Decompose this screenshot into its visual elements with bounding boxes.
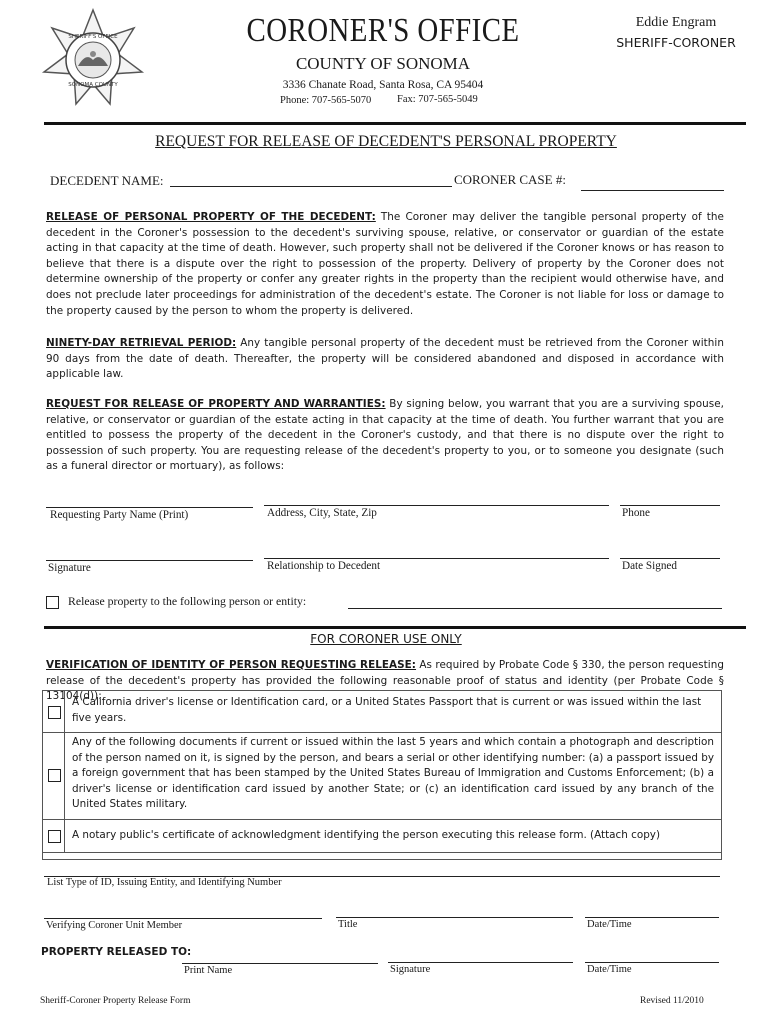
verification-text: As required by Probate Code § 330, the person requesting release of the decedent's property has provided the following reasonable proof of status and identity (per Probate Code § 13104(d)):	[46, 659, 724, 702]
badge-text-top: SHERIFF'S OFFICE	[68, 34, 118, 40]
phone-label: Phone	[622, 507, 650, 519]
coroner-section-divider	[44, 626, 746, 629]
decedent-name-label: DECEDENT NAME:	[50, 173, 164, 188]
property-released-to-label: PROPERTY RELEASED TO:	[41, 946, 192, 958]
print-name-field[interactable]	[182, 963, 378, 964]
requesting-party-field[interactable]	[46, 507, 253, 508]
footer-revised: Revised 11/2010	[640, 996, 704, 1006]
office-title: CORONER'S OFFICE	[246, 12, 520, 49]
date-signed-field[interactable]	[620, 558, 720, 559]
release-text: The Coroner may deliver the tangible personal property of the decedent in the Coroner's possession to the decedent's surviving spouse, relative, or conservator or guardian of the estate acting in that capacity at the time of death. However, such property shall not be delivered if the Coroner knows or has reason to believe that there is a dispute over the right to possession of the property. Delivery of property by the Coroner does not determine ownership of the property or confer any greater rights in the property than the recipient would otherwise have, and does not preclude later proceedings for administration of the decedent's estate. The Coroner is not liable for loss or damage to the property caused by the person to whom the property is delivered.	[46, 211, 724, 317]
decedent-name-field[interactable]	[170, 186, 452, 187]
sheriff-title: SHERIFF-CORONER	[616, 35, 736, 50]
address-field[interactable]	[264, 505, 609, 506]
option2-text: Any of the following documents if current or issued within the last 5 years and which contain a photograph and description of the person named on it, is signed by the person, and bears a serial or other identifying number: (a) a passport issued by a foreign government that has been stamped by the United States Bureau of Immigration and Customs Enforcement; (b) a driver's license or identification card issued by another State; or (c) an identification card issued by any branch of the United States military.	[72, 736, 714, 810]
verification-heading: VERIFICATION OF IDENTITY OF PERSON REQUESTING RELEASE:	[46, 659, 417, 671]
released-signature-field[interactable]	[388, 962, 573, 963]
option1-checkbox[interactable]	[48, 706, 61, 719]
date-signed-label: Date Signed	[622, 560, 677, 572]
address-label: Address, City, State, Zip	[267, 507, 377, 519]
warranty-text: By signing below, you warrant that you are a surviving spouse, relative, or conservator or guardian of the estate acting in that capacity at the time of death. You further warrant that you are entitled to possess the property of the decedent in the Coroner's custody, and that there is no dispute over the right to possession of such property. You are requesting release of the decedent's property to you, or to someone you designate (such as a funeral director or mortuary), as follows:	[46, 398, 724, 473]
signature-field[interactable]	[46, 560, 253, 561]
form-title: REQUEST FOR RELEASE OF DECEDENT'S PERSONAL PROPERTY	[155, 133, 617, 150]
date-time-field[interactable]	[585, 917, 719, 918]
release-paragraph	[46, 210, 724, 319]
id-type-label: List Type of ID, Issuing Entity, and Identifying Number	[47, 877, 282, 888]
option1-text: A California driver's license or Identification card, or a United States Passport that is current or was issued within the last five years.	[72, 696, 702, 724]
retrieval-heading: NINETY-DAY RETRIEVAL PERIOD:	[46, 337, 237, 349]
header-divider	[44, 122, 746, 125]
county-name: COUNTY OF SONOMA	[295, 54, 471, 73]
warranty-paragraph	[46, 397, 724, 475]
verifying-member-field[interactable]	[44, 918, 322, 919]
signature-label: Signature	[48, 562, 91, 574]
phone-field[interactable]	[620, 505, 720, 506]
retrieval-text: Any tangible personal property of the decedent must be retrieved from the Coroner within 90 days from the date of death. Thereafter, the property will be considered abandoned and disposed in accordance with applicable law.	[46, 337, 724, 381]
retrieval-paragraph	[46, 336, 724, 383]
office-phone: Phone: 707-565-5070	[280, 95, 372, 106]
coroner-use-heading: FOR CORONER USE ONLY	[310, 632, 462, 646]
release-to-checkbox[interactable]	[46, 596, 59, 609]
released-date-time-label: Date/Time	[587, 964, 632, 975]
footer-form-name: Sheriff-Coroner Property Release Form	[40, 996, 191, 1006]
requesting-party-label: Requesting Party Name (Print)	[50, 509, 189, 521]
warranty-heading: REQUEST FOR RELEASE OF PROPERTY AND WARRANTIES:	[46, 398, 386, 410]
table-divider	[42, 852, 721, 853]
table-divider	[42, 819, 721, 820]
title-field[interactable]	[336, 917, 573, 918]
release-heading: RELEASE OF PERSONAL PROPERTY OF THE DECEDENT:	[46, 211, 376, 223]
release-to-field[interactable]	[348, 608, 722, 609]
office-address: 3336 Chanate Road, Santa Rosa, CA 95404	[282, 79, 484, 91]
office-fax: Fax: 707-565-5049	[397, 94, 478, 105]
badge-text-bottom: SONOMA COUNTY	[68, 82, 118, 88]
relationship-field[interactable]	[264, 558, 609, 559]
relationship-label: Relationship to Decedent	[267, 560, 381, 572]
option2-checkbox[interactable]	[48, 769, 61, 782]
sheriff-badge-logo	[38, 8, 148, 108]
title-label: Title	[338, 919, 358, 930]
option3-text: A notary public's certificate of acknowledgment identifying the person executing this release form. (Attach copy)	[72, 829, 661, 841]
released-signature-label: Signature	[390, 964, 431, 975]
case-number-field[interactable]	[581, 190, 724, 191]
date-time-label: Date/Time	[587, 919, 632, 930]
option3-checkbox[interactable]	[48, 830, 61, 843]
print-name-label: Print Name	[184, 965, 233, 976]
release-to-label: Release property to the following person or entity:	[68, 594, 307, 608]
verifying-member-label: Verifying Coroner Unit Member	[46, 920, 183, 931]
case-number-label: CORONER CASE #:	[454, 172, 566, 187]
table-column-divider	[64, 690, 65, 852]
table-divider	[42, 732, 721, 733]
sheriff-name: Eddie Engram	[635, 15, 717, 30]
released-date-time-field[interactable]	[585, 962, 719, 963]
